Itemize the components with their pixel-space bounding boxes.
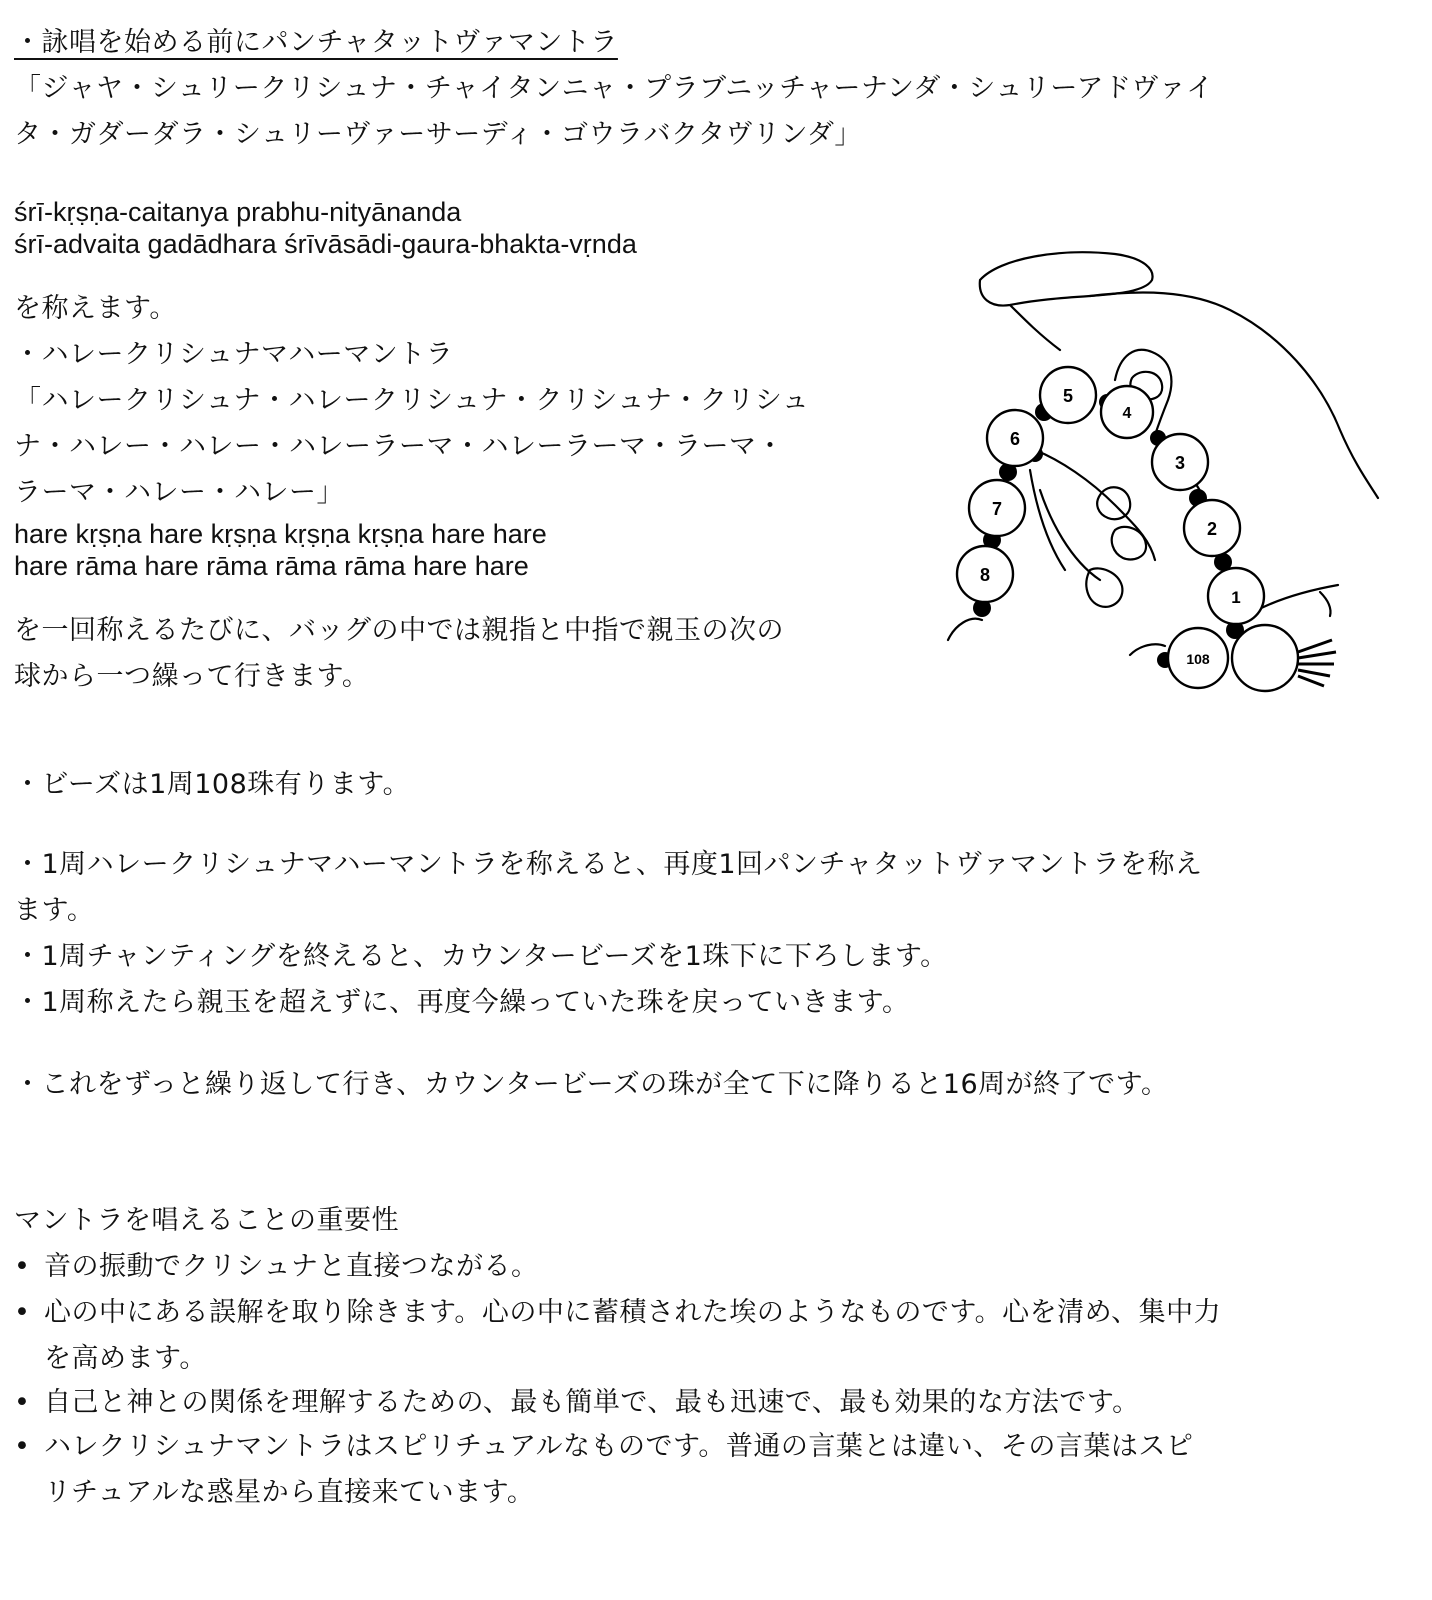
japa-beads-drawing [940,240,1390,710]
bead-label-5: 5 [1062,386,1074,406]
bead-label-6: 6 [1009,429,1021,449]
importance-item-1 [14,1244,1314,1290]
pancha-tattva-heading: ・詠唱を始める前にパンチャタットヴァマントラ [14,27,618,58]
importance-item-2-line-2: を高めます。 [44,1343,207,1374]
bullet-icon: • [14,1387,31,1418]
pancha-tattva-mantra-ja-line-1: 「ジャヤ・シュリークリシュナ・チャイタンニャ・プラブニッチャーナンダ・シュリーアドヴァイ [14,73,1214,104]
bullet-icon: • [14,1431,31,1462]
maha-mantra-latin-line-2: hare rāma hare rāma rāma rāma hare hare [14,551,529,581]
note-round-line-2: ます。 [14,895,95,926]
bead-label-2: 2 [1206,519,1218,539]
importance-item-3-line-1: 自己と神との関係を理解するための、最も簡単で、最も迅速で、最も効果的な方法です。 [44,1387,1140,1418]
maha-mantra-heading: ・ハレークリシュナマハーマントラ [14,339,454,370]
importance-item-1-line-1: 音の振動でクリシュナと直接つながる。 [44,1251,539,1282]
note-round-line-1: ・1周ハレークリシュナマハーマントラを称えると、再度1回パンチャタットヴァマントラを称え [14,849,1203,880]
maha-mantra-latin-line-1: hare kṛṣṇa hare kṛṣṇa kṛṣṇa kṛṣṇa hare hare [14,519,547,549]
note-counter-beads: ・1周チャンティングを終えると、カウンタービーズを1珠下に下ろします。 [14,941,948,972]
guru-bead [1232,625,1298,691]
bullet-icon: • [14,1297,31,1328]
bead-label-1: 1 [1231,588,1241,607]
maha-mantra-ja-line-2: ナ・ハレー・ハレー・ハレーラーマ・ハレーラーマ・ラーマ・ [14,431,784,462]
maha-mantra-instruction-line-2: 球から一つ繰って行きます。 [14,661,370,692]
maha-mantra-ja-line-3: ラーマ・ハレー・ハレー」 [14,477,344,508]
bead-label-3: 3 [1174,453,1186,473]
pancha-tattva-mantra-latin-line-1: śrī-kṛṣṇa-caitanya prabhu-nityānanda [14,197,462,227]
importance-item-4-line-2: リチュアルな惑星から直接来ています。 [44,1477,535,1508]
importance-title: マントラを唱えることの重要性 [14,1205,399,1236]
note-finish-16-rounds: ・これをずっと繰り返して行き、カウンタービーズの珠が全て下に降りると16周が終了です。 [14,1069,1169,1100]
pancha-tattva-mantra-ja-line-2: タ・ガダーダラ・シュリーヴァーサーディ・ゴウラバクタヴリンダ」 [14,119,862,150]
importance-item-2-line-1: 心の中にある誤解を取り除きます。心の中に蓄積された埃のようなものです。心を清め、集中力 [44,1297,1222,1328]
bullet-icon: • [14,1251,31,1282]
bead-label-8: 8 [979,565,991,585]
importance-item-4 [14,1424,1314,1516]
maha-mantra-instruction-line-1: を一回称えるたびに、バッグの中では親指と中指で親玉の次の [14,615,784,646]
importance-item-2 [14,1290,1314,1382]
bead-label-7: 7 [991,499,1003,519]
note-beads-count: ・ビーズは1周108珠有ります。 [14,769,411,800]
bead-label-108: 108 [1186,651,1210,667]
importance-item-3 [14,1380,1314,1426]
bead-label-4: 4 [1122,405,1132,422]
hand-with-japa-beads-illustration [940,240,1390,710]
maha-mantra-ja-line-1: 「ハレークリシュナ・ハレークリシュナ・クリシュナ・クリシュ [14,385,810,416]
importance-item-4-line-1: ハレクリシュナマントラはスピリチュアルなものです。普通の言葉とは違い、その言葉はスピ [44,1431,1194,1462]
pancha-tattva-mantra-latin-line-2: śrī-advaita gadādhara śrīvāsādi-gaura-bhakta-vṛnda [14,229,637,259]
note-reverse-direction: ・1周称えたら親玉を超えずに、再度今繰っていた珠を戻っていきます。 [14,987,910,1018]
pancha-tattva-chant-note: を称えます。 [14,293,177,324]
